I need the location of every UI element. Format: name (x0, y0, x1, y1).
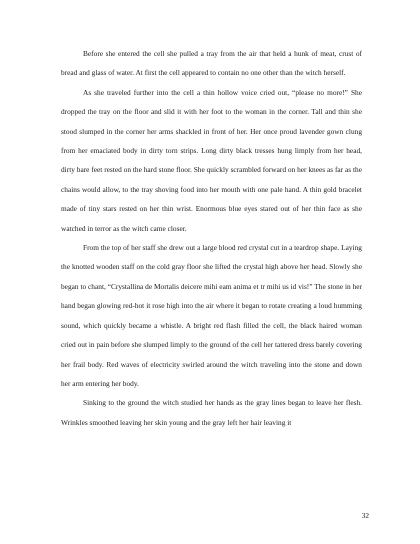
page-number: 32 (361, 511, 369, 520)
paragraph: From the top of her staff she drew out a large blood red crystal cut in a teardrop shape. Laying the knotted wooden staff on the cold gray floor she lifted the crystal high above her head. Slowly she began to chant, “Crystallina de Mortalis deicere mihi eam anima et tr mihi us id vis!” The stone in her hand began glowing red-hot it rose high into the air where it began to rotate creating a loud humming sound, which quickly became a whistle. A bright red flash filled the cell, the black haired woman cried out in pain before she slumped limply to the ground of the cell her tattered dress barely covering her frail body. Red waves of electricity swirled around the witch traveling into the stone and down her arm entering her body. (61, 243, 362, 388)
body-text (61, 44, 362, 432)
paragraph: As she traveled further into the cell a thin hollow voice cried out, “please no more!” She dropped the tray on the floor and slid it with her foot to the woman in the corner. Tall and thin she stood slumped in the corner her arms shackled in front of her. Her once proud lavender gown clung from her emaciated body in dirty torn strips. Long dirty black tresses hung limply from her head, dirty bare feet rested on the hard stone floor. She quickly scrambled forward on her knees as far as the chains would allow, to the tray shoving food into her mouth with one pale hand. A thin gold bracelet made of tiny stars rested on her thin wrist. Enormous blue eyes stared out of her thin face as she watched in terror as the witch came closer. (61, 87, 362, 233)
paragraph: Before she entered the cell she pulled a tray from the air that held a hunk of meat, crust of bread and glass of water. At first the cell appeared to contain no one other than the witch herself. (61, 49, 362, 78)
paragraph: Sinking to the ground the witch studied her hands as the gray lines began to leave her flesh. Wrinkles smoothed leaving her skin young and the gray left her hair leaving it (61, 398, 362, 427)
